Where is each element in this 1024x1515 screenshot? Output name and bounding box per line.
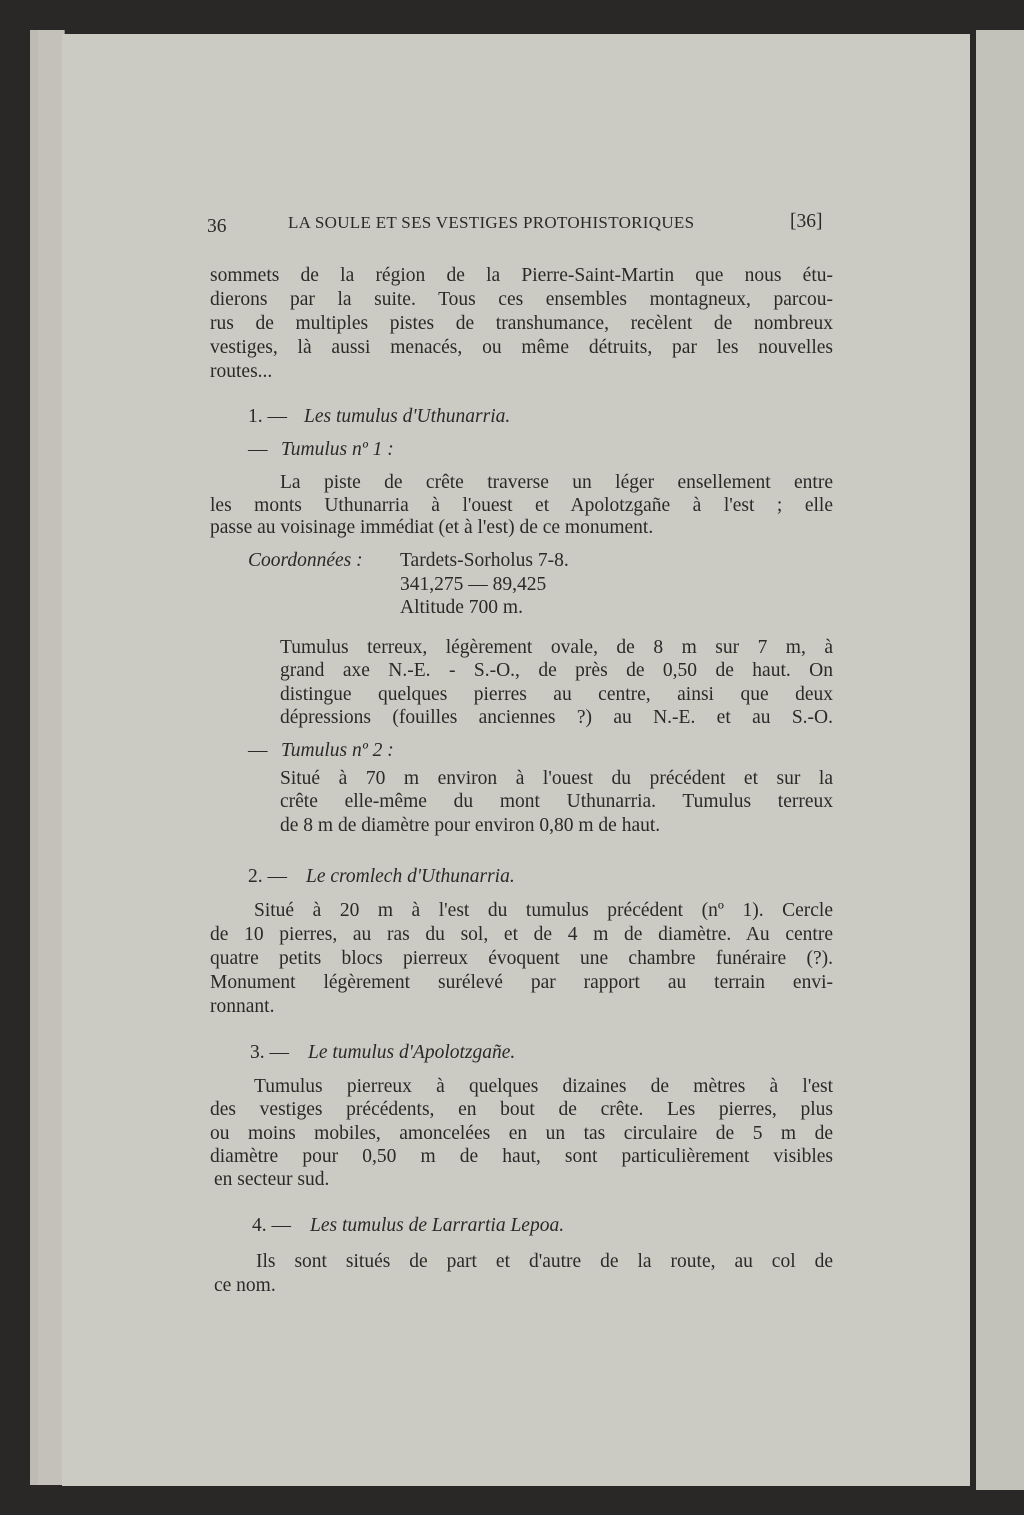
text-line: passe au voisinage immédiat (et à l'est) de ce monument.: [210, 517, 654, 538]
text-line: vestiges, là aussi menacés, ou même détruits, par les nouvelles: [210, 337, 833, 358]
section-number: 1. —: [248, 406, 287, 427]
subsection-title: Tumulus nº 1 :: [281, 439, 394, 460]
page-stack-edge: [38, 30, 65, 1485]
text-line: routes...: [210, 361, 273, 382]
altitude-value: Altitude 700 m.: [400, 597, 523, 618]
coordinates-value: Tardets-Sorholus 7-8.: [400, 550, 569, 571]
facing-page-edge: [976, 30, 1024, 1490]
coordinates-label: Coordonnées :: [248, 550, 363, 571]
text-line: les monts Uthunarria à l'ouest et Apolotzgañe à l'est ; elle: [210, 495, 833, 516]
text-line: Situé à 70 m environ à l'ouest du précédent et sur la: [280, 768, 833, 789]
section-title: Les tumulus de Larrartia Lepoa.: [310, 1215, 565, 1236]
page-number: 36: [207, 216, 227, 237]
text-line: La piste de crête traverse un léger ensellement entre: [280, 472, 833, 493]
text-line: quatre petits blocs pierreux évoquent une chambre funéraire (?).: [210, 948, 833, 969]
text-line: ou moins mobiles, amoncelées en un tas circulaire de 5 m de: [210, 1123, 833, 1144]
section-number: 3. —: [250, 1042, 289, 1063]
text-line: sommets de la région de la Pierre-Saint-Martin que nous étu-: [210, 265, 833, 286]
dash: —: [248, 439, 268, 460]
section-title: Le cromlech d'Uthunarria.: [306, 866, 515, 887]
text-line: dépressions (fouilles anciennes ?) au N.-E. et au S.-O.: [280, 707, 833, 728]
text-line: dierons par la suite. Tous ces ensembles montagneux, parcou-: [210, 289, 833, 310]
text-line: Tumulus pierreux à quelques dizaines de mètres à l'est: [254, 1076, 833, 1097]
bracket-page-number: [36]: [790, 211, 823, 232]
text-line: en secteur sud.: [214, 1169, 330, 1190]
text-line: distingue quelques pierres au centre, ainsi que deux: [280, 684, 833, 705]
subsection-title: Tumulus nº 2 :: [281, 740, 394, 761]
text-line: des vestiges précédents, en bout de crête. Les pierres, plus: [210, 1099, 833, 1120]
section-title: Le tumulus d'Apolotzgañe.: [308, 1042, 516, 1063]
text-line: rus de multiples pistes de transhumance, recèlent de nombreux: [210, 313, 833, 334]
section-number: 2. —: [248, 866, 287, 887]
text-line: crête elle-même du mont Uthunarria. Tumulus terreux: [280, 791, 833, 812]
text-line: ce nom.: [214, 1275, 276, 1296]
section-number: 4. —: [252, 1215, 291, 1236]
section-title: Les tumulus d'Uthunarria.: [304, 406, 511, 427]
text-line: Tumulus terreux, légèrement ovale, de 8 m sur 7 m, à: [280, 637, 833, 658]
dash: —: [248, 740, 268, 761]
text-line: diamètre pour 0,50 m de haut, sont particulièrement visibles: [210, 1146, 833, 1167]
text-line: de 10 pierres, au ras du sol, et de 4 m de diamètre. Au centre: [210, 924, 833, 945]
text-line: Monument légèrement surélevé par rapport au terrain envi-: [210, 972, 833, 993]
running-title: LA SOULE ET SES VESTIGES PROTOHISTORIQUES: [288, 213, 695, 232]
coordinates-value: 341,275 — 89,425: [400, 574, 547, 595]
text-line: grand axe N.-E. - S.-O., de près de 0,50 de haut. On: [280, 660, 833, 681]
text-line: ronnant.: [210, 996, 275, 1017]
text-line: Situé à 20 m à l'est du tumulus précédent (nº 1). Cercle: [254, 900, 833, 921]
text-line: de 8 m de diamètre pour environ 0,80 m de haut.: [280, 815, 661, 836]
text-line: Ils sont situés de part et d'autre de la route, au col de: [256, 1251, 833, 1272]
